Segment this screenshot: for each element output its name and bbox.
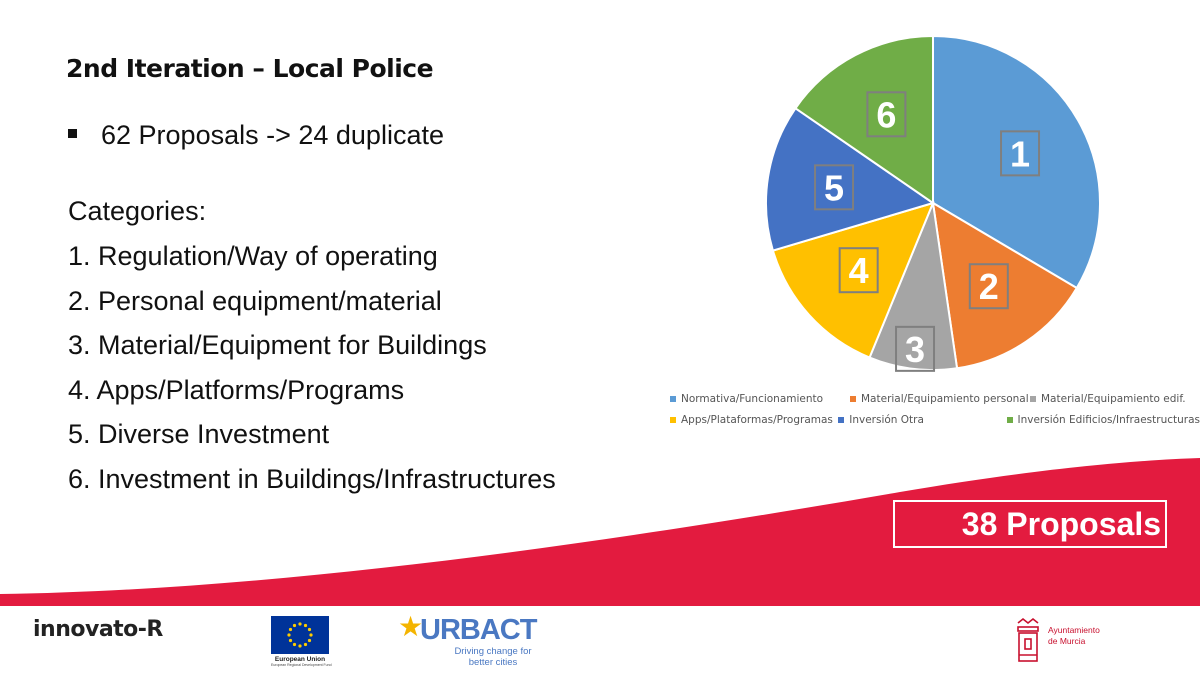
legend-item bbox=[838, 414, 1006, 426]
chart-legend bbox=[670, 388, 1200, 430]
eu-sublabel: European Regional Development Fund bbox=[271, 663, 332, 667]
murcia-text-line: de Murcia bbox=[1048, 636, 1086, 646]
legend-swatch bbox=[1007, 417, 1013, 423]
legend-swatch bbox=[1030, 396, 1036, 402]
svg-text:2: 2 bbox=[978, 266, 999, 308]
legend-label: Inversión Edificios/Infraestructuras bbox=[1017, 413, 1200, 426]
legend-label: Material/Equipamiento personal bbox=[861, 392, 1029, 405]
legend-item bbox=[1007, 414, 1200, 426]
category-item: 5. Diverse Investment bbox=[68, 419, 330, 449]
svg-text:3: 3 bbox=[905, 328, 926, 370]
murcia-text bbox=[1048, 625, 1100, 647]
legend-swatch bbox=[850, 396, 856, 402]
bullet-item bbox=[68, 120, 444, 151]
legend-label: Normativa/Funcionamiento bbox=[681, 392, 824, 405]
eu-flag-icon bbox=[271, 616, 329, 654]
urbact-tagline-line: better cities bbox=[468, 657, 518, 668]
category-item: 4. Apps/Platforms/Programs bbox=[68, 374, 405, 405]
urbact-name: URBACT bbox=[420, 614, 537, 646]
legend-swatch bbox=[838, 417, 844, 423]
bullet-text: 62 Proposals -> 24 duplicate bbox=[101, 120, 444, 150]
category-item: 3. Material/Equipment for Buildings bbox=[68, 330, 487, 360]
svg-text:5: 5 bbox=[824, 167, 845, 209]
svg-text:4: 4 bbox=[848, 250, 869, 292]
svg-text:1: 1 bbox=[1010, 133, 1031, 175]
category-item: 6. Investment in Buildings/Infrastructures bbox=[68, 463, 556, 494]
legend-label: Material/Equipamiento edif. bbox=[1041, 392, 1186, 405]
legend-swatch bbox=[670, 417, 676, 423]
categories-heading: Categories: bbox=[68, 196, 207, 226]
legend-item bbox=[670, 393, 850, 405]
bullet-square-icon bbox=[68, 129, 77, 138]
pie-chart bbox=[755, 28, 1115, 378]
innovator-logo bbox=[33, 617, 163, 642]
innovator-logo-text: innovato-R bbox=[33, 617, 163, 642]
legend-swatch bbox=[670, 396, 676, 402]
category-item: 2. Personal equipment/material bbox=[68, 285, 442, 316]
legend-row bbox=[670, 388, 1200, 409]
legend-label: Inversión Otra bbox=[849, 413, 924, 426]
legend-item bbox=[670, 414, 838, 426]
murcia-crest-icon bbox=[1014, 615, 1042, 665]
svg-text:6: 6 bbox=[876, 94, 897, 136]
urbact-star-icon: ★ bbox=[398, 611, 424, 642]
eu-label: European Union bbox=[274, 656, 326, 663]
legend-item bbox=[1030, 393, 1186, 405]
legend-label: Apps/Plataformas/Programas bbox=[681, 413, 833, 426]
urbact-tagline-line: Driving change for bbox=[454, 646, 532, 657]
legend-item bbox=[850, 393, 1030, 405]
slide-title: 2nd Iteration – Local Police bbox=[66, 54, 434, 83]
eu-logo bbox=[271, 616, 332, 667]
murcia-text-line: Ayuntamiento bbox=[1048, 625, 1100, 635]
total-proposals-box: 38 Proposals bbox=[893, 500, 1167, 548]
urbact-tagline bbox=[443, 646, 543, 668]
murcia-logo bbox=[1014, 615, 1100, 670]
legend-row bbox=[670, 409, 1200, 430]
category-item: 1. Regulation/Way of operating bbox=[68, 241, 438, 271]
